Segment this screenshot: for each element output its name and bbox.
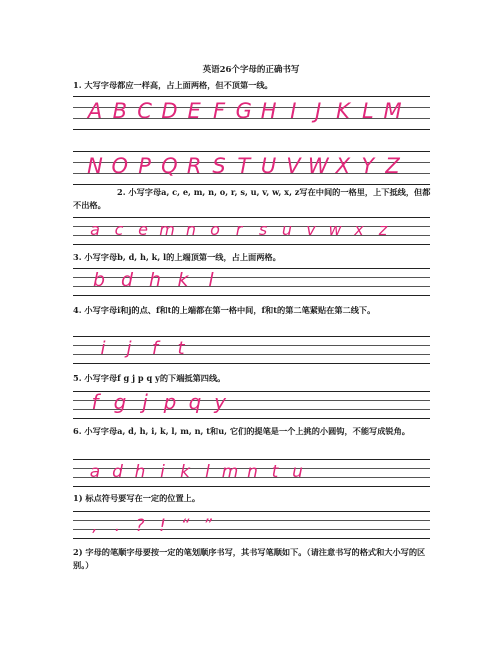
handwritten-glyph: t: [271, 462, 279, 482]
handwritten-glyph: G: [235, 99, 252, 123]
handwritten-glyph: M: [383, 99, 402, 123]
handwritten-glyph: u: [281, 220, 293, 239]
handwritten-glyph: Y: [361, 154, 375, 178]
handwritten-glyph: P: [138, 154, 151, 178]
rule-5: 5. 小写字母f g j p q y的下端抵第四线。: [73, 373, 226, 383]
handwritten-glyph: x: [354, 220, 364, 239]
handwritten-glyph: i: [100, 338, 106, 359]
worksheet-lowercase-desc: [73, 391, 430, 421]
handwriting-lowercase-ijft: [73, 336, 430, 366]
rule-4: 4. 小写字母i和j的点、f和t的上端都在第一格中间，f和t的第二笔紧贴在第二线下。: [73, 305, 376, 315]
handwritten-glyph: X: [335, 154, 351, 178]
rule-3: 3. 小写字母b, d, h, k, l的上端顶第一线，占上面两格。: [73, 252, 281, 262]
handwriting-lowercase-tall: [73, 268, 430, 298]
handwritten-glyph: p: [163, 390, 177, 414]
handwritten-glyph: n: [247, 462, 258, 482]
worksheet-uppercase-2: [73, 151, 430, 187]
handwritten-glyph: T: [237, 154, 251, 178]
handwriting-lowercase-hook: [73, 459, 430, 489]
handwritten-glyph: ?: [135, 516, 145, 536]
handwritten-glyph: ”: [203, 516, 212, 536]
handwritten-glyph: s: [258, 220, 268, 239]
rule-7: 1) 标点符号要写在一定的位置上。: [73, 493, 201, 503]
handwritten-glyph: d: [120, 269, 134, 291]
handwritten-glyph: “: [180, 516, 190, 536]
handwritten-glyph: l: [205, 462, 210, 482]
handwritten-glyph: Q: [161, 154, 178, 178]
handwritten-glyph: b: [92, 269, 106, 291]
handwritten-glyph: a: [90, 220, 100, 239]
handwritten-glyph: S: [212, 154, 226, 178]
handwritten-glyph: N: [87, 154, 103, 178]
handwritten-glyph: t: [177, 338, 185, 359]
handwritten-glyph: v: [306, 220, 316, 239]
handwritten-glyph: C: [137, 99, 152, 123]
worksheet-uppercase-1: [73, 96, 430, 132]
worksheet-lowercase-tall: [73, 268, 430, 298]
handwritten-glyph: J: [315, 99, 322, 123]
handwritten-glyph: .: [114, 516, 121, 536]
handwritten-glyph: f: [151, 338, 159, 359]
handwritten-glyph: r: [235, 220, 243, 239]
rule-8: 2) 字母的笔顺字母要按一定的笔划顺序书写，其书写笔顺如下。（请注意书写的格式和大小写的区别。）: [73, 547, 426, 570]
handwritten-glyph: V: [286, 154, 301, 178]
page-title: 英语26个字母的正确书写: [202, 65, 300, 75]
handwritten-glyph: K: [336, 99, 350, 123]
handwritten-glyph: y: [214, 390, 226, 414]
handwritten-glyph: W: [307, 154, 329, 178]
handwritten-glyph: O: [111, 154, 129, 178]
worksheet-lowercase-mid: [73, 217, 430, 247]
handwritten-glyph: Z: [385, 154, 400, 178]
handwritten-glyph: I: [290, 99, 297, 123]
handwritten-glyph: U: [260, 154, 277, 178]
handwritten-glyph: !: [159, 516, 166, 536]
worksheet-punctuation: [73, 511, 430, 541]
handwritten-glyph: j: [126, 338, 132, 359]
handwritten-glyph: z: [378, 220, 388, 239]
handwriting-punctuation: [73, 511, 430, 541]
handwriting-lowercase-mid: [73, 217, 430, 247]
handwritten-glyph: h: [148, 269, 162, 291]
handwritten-glyph: m: [221, 462, 239, 482]
handwritten-glyph: o: [210, 220, 220, 239]
rule-1: 1. 大写字母都应一样高，占上面两格，但不顶第一线。: [73, 80, 273, 90]
handwritten-glyph: e: [138, 220, 148, 239]
handwritten-glyph: H: [260, 99, 277, 123]
handwritten-glyph: k: [177, 269, 189, 291]
handwriting-uppercase-1: [73, 96, 430, 132]
handwritten-glyph: q: [188, 390, 202, 414]
worksheet-lowercase-hook: [73, 459, 430, 489]
handwritten-glyph: m: [159, 220, 175, 239]
handwritten-glyph: l: [208, 269, 214, 291]
handwritten-glyph: B: [112, 99, 128, 123]
handwritten-glyph: h: [134, 462, 146, 482]
handwritten-glyph: D: [161, 99, 178, 123]
handwritten-glyph: E: [187, 99, 201, 123]
handwritten-glyph: A: [87, 99, 103, 123]
handwritten-glyph: R: [186, 154, 202, 178]
handwritten-glyph: u: [292, 462, 303, 482]
handwriting-uppercase-2: [73, 151, 430, 187]
handwritten-glyph: ,: [92, 516, 98, 536]
handwritten-glyph: w: [328, 220, 342, 239]
handwritten-glyph: k: [180, 462, 190, 482]
handwriting-lowercase-desc: [73, 391, 430, 421]
handwritten-glyph: a: [89, 462, 101, 482]
rule-6: 6. 小写字母a, d, h, i, k, l, m, n, t和u, 它们的提笔是一个上挑的小圆钩，不能写成锐角。: [73, 426, 410, 436]
handwritten-glyph: F: [212, 99, 226, 123]
worksheet-lowercase-ijft: [73, 336, 430, 366]
rule-2: 2. 小写字母a, c, e, m, n, o, r, s, u, v, w, x, z写在中间的一格里，上下抵线，但都不出格。: [73, 187, 431, 210]
handwritten-glyph: c: [114, 220, 124, 239]
handwritten-glyph: i: [160, 462, 165, 482]
handwritten-glyph: g: [113, 390, 127, 414]
handwritten-glyph: f: [91, 390, 99, 414]
handwritten-glyph: j: [142, 390, 148, 414]
handwritten-glyph: n: [185, 220, 197, 239]
handwritten-glyph: L: [361, 99, 374, 123]
handwritten-glyph: d: [112, 462, 123, 482]
